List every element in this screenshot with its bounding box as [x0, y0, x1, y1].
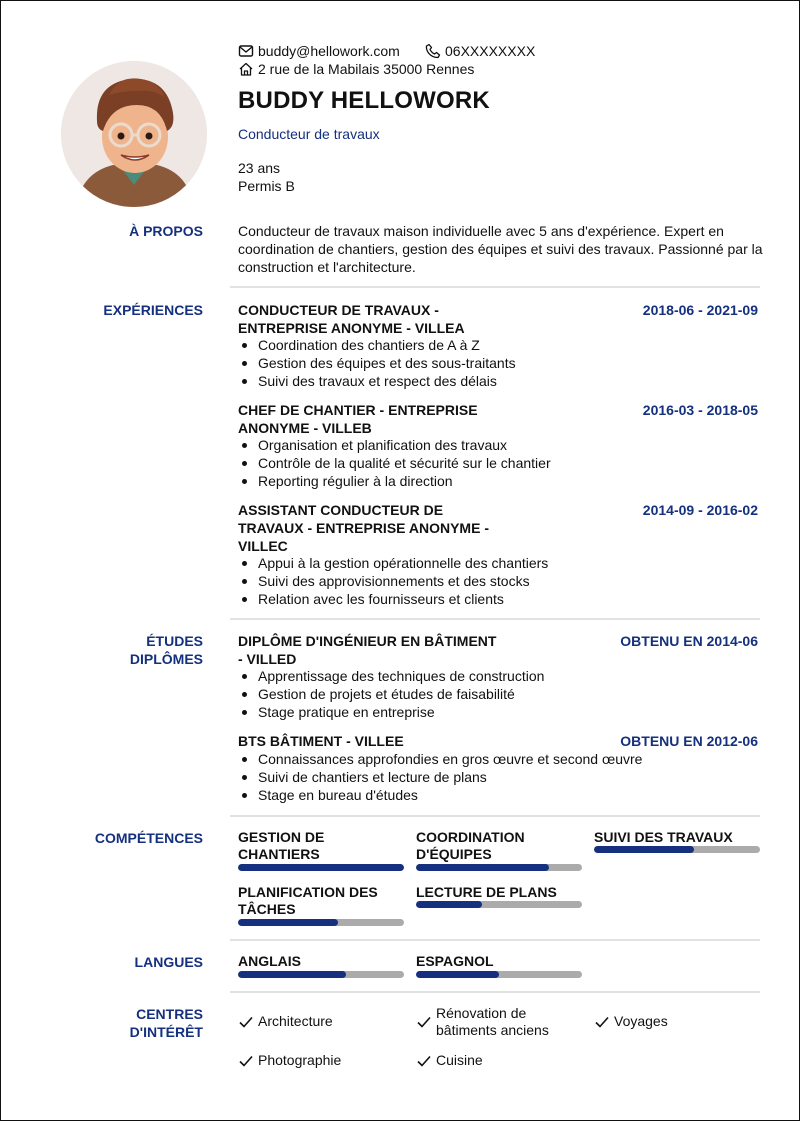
- age: 23 ans: [238, 160, 281, 176]
- skill-level-fill: [238, 864, 404, 871]
- phone-text[interactable]: 06XXXXXXXX: [445, 43, 536, 59]
- experience-dates: 2018-06 - 2021-09: [642, 302, 758, 318]
- skill-level-bar: [594, 846, 760, 853]
- skill-name: PLANIFICATION DES TÂCHES: [238, 884, 378, 917]
- skill-item: [238, 884, 404, 918]
- divider: [230, 815, 760, 817]
- language-item: [416, 953, 582, 970]
- list-item: Stage en bureau d'études: [238, 786, 642, 804]
- section-label-languages: LANGUES: [134, 954, 203, 970]
- skill-level-bar: [238, 864, 404, 871]
- email-row: [238, 42, 400, 60]
- phone-row: [425, 42, 535, 60]
- divider: [230, 286, 760, 288]
- driving-license: Permis B: [238, 178, 295, 194]
- skill-item: [416, 829, 582, 863]
- language-level-fill: [416, 971, 499, 978]
- phone-icon: [425, 43, 441, 59]
- education-bullets: [238, 750, 642, 804]
- checkmark-icon: [416, 1014, 432, 1030]
- experience-title: ASSISTANT CONDUCTEUR DE TRAVAUX - ENTREPRISE ANONYME - VILLEC: [238, 502, 489, 554]
- interest-item: Architecture: [238, 1013, 333, 1030]
- experience-title: CHEF DE CHANTIER - ENTREPRISE ANONYME - VILLEB: [238, 402, 478, 436]
- section-label-about: À PROPOS: [129, 223, 203, 239]
- education-dates: OBTENU EN 2012-06: [620, 733, 758, 749]
- skill-level-fill: [416, 901, 482, 908]
- language-name: ESPAGNOL: [416, 953, 494, 969]
- language-name: ANGLAIS: [238, 953, 301, 969]
- skill-item: [416, 884, 582, 901]
- interest-item: Cuisine: [416, 1052, 483, 1069]
- experience-bullets: [238, 336, 516, 390]
- section-label-skills: COMPÉTENCES: [94, 830, 203, 846]
- section-label-interests: CENTRES D'INTÉRÊT: [129, 1006, 203, 1040]
- interest-item: Voyages: [594, 1013, 668, 1030]
- interest-item: Photographie: [238, 1052, 341, 1069]
- list-item: Gestion des équipes et des sous-traitants: [238, 354, 516, 372]
- list-item: Connaissances approfondies en gros œuvre et second œuvre: [238, 750, 642, 768]
- education-title: DIPLÔME D'INGÉNIEUR EN BÂTIMENT - VILLED: [238, 633, 497, 667]
- education-title: BTS BÂTIMENT - VILLEE: [238, 733, 404, 749]
- checkmark-icon: [416, 1053, 432, 1069]
- list-item: Coordination des chantiers de A à Z: [238, 336, 516, 354]
- list-item: Suivi des approvisionnements et des stocks: [238, 572, 548, 590]
- skill-name: LECTURE DE PLANS: [416, 884, 557, 900]
- skill-name: SUIVI DES TRAVAUX: [594, 829, 733, 845]
- divider: [230, 939, 760, 941]
- education-bullets: [238, 667, 544, 721]
- language-level-bar: [238, 971, 404, 978]
- job-title: Conducteur de travaux: [238, 126, 380, 142]
- avatar: [61, 61, 207, 207]
- list-item: Gestion de projets et études de faisabilité: [238, 685, 544, 703]
- about-text: Conducteur de travaux maison individuelle avec 5 ans d'expérience. Expert en coordination de chantiers, gestion des équipes et suivi des travaux. Passionné par la construction et l'architecture.: [238, 223, 763, 275]
- language-item: [238, 953, 404, 970]
- list-item: Relation avec les fournisseurs et clients: [238, 590, 548, 608]
- skill-name: COORDINATION D'ÉQUIPES: [416, 829, 525, 862]
- experience-dates: 2016-03 - 2018-05: [642, 402, 758, 418]
- checkmark-icon: [594, 1014, 610, 1030]
- language-level-fill: [238, 971, 346, 978]
- list-item: Contrôle de la qualité et sécurité sur le chantier: [238, 454, 551, 472]
- list-item: Suivi de chantiers et lecture de plans: [238, 768, 642, 786]
- experience-title: CONDUCTEUR DE TRAVAUX - ENTREPRISE ANONYME - VILLEA: [238, 302, 465, 336]
- skill-item: [238, 829, 404, 863]
- email-text[interactable]: buddy@hellowork.com: [258, 43, 400, 59]
- skill-level-bar: [238, 919, 404, 926]
- checkmark-icon: [238, 1014, 254, 1030]
- candidate-name: BUDDY HELLOWORK: [238, 87, 490, 114]
- home-icon: [238, 61, 254, 77]
- skill-level-bar: [416, 901, 582, 908]
- checkmark-icon: [238, 1053, 254, 1069]
- list-item: Appui à la gestion opérationnelle des chantiers: [238, 554, 548, 572]
- skill-name: GESTION DE CHANTIERS: [238, 829, 325, 862]
- experience-dates: 2014-09 - 2016-02: [642, 502, 758, 518]
- language-level-bar: [416, 971, 582, 978]
- section-label-experience: EXPÉRIENCES: [103, 302, 203, 318]
- avatar-illustration: [61, 61, 207, 207]
- section-label-education: ÉTUDES DIPLÔMES: [129, 633, 203, 667]
- skill-item: [594, 829, 760, 846]
- divider: [230, 991, 760, 993]
- skill-level-fill: [594, 846, 694, 853]
- list-item: Reporting régulier à la direction: [238, 472, 551, 490]
- experience-bullets: [238, 436, 551, 490]
- skill-level-fill: [416, 864, 549, 871]
- list-item: Apprentissage des techniques de construction: [238, 667, 544, 685]
- skill-level-fill: [238, 919, 338, 926]
- education-dates: OBTENU EN 2014-06: [620, 633, 758, 649]
- list-item: Stage pratique en entreprise: [238, 703, 544, 721]
- interest-item: Rénovation de bâtiments anciens: [416, 1005, 549, 1039]
- address-row: [238, 60, 474, 78]
- envelope-icon: [238, 43, 254, 59]
- experience-bullets: [238, 554, 548, 608]
- skill-level-bar: [416, 864, 582, 871]
- divider: [230, 618, 760, 620]
- address-text: 2 rue de la Mabilais 35000 Rennes: [258, 61, 475, 77]
- list-item: Suivi des travaux et respect des délais: [238, 372, 516, 390]
- list-item: Organisation et planification des travaux: [238, 436, 551, 454]
